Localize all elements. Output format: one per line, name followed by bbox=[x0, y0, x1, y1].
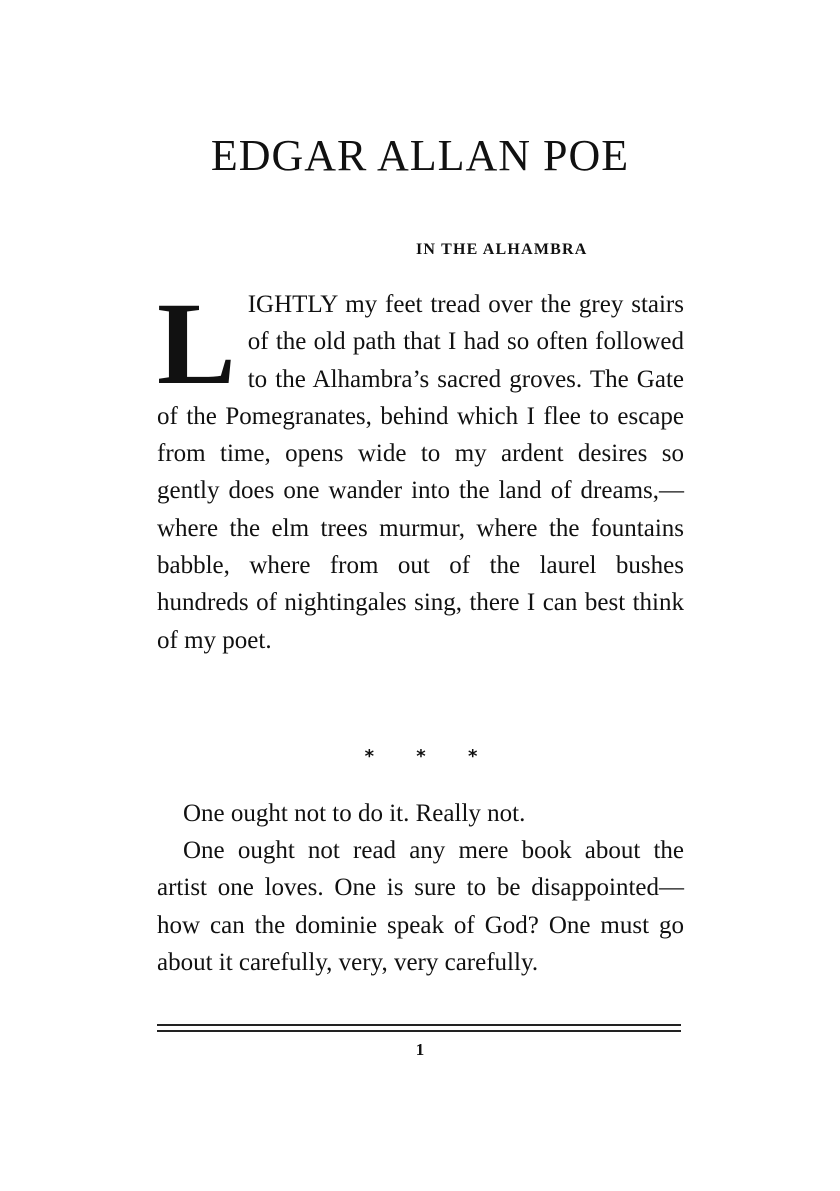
section-heading: IN THE ALHAMBRA bbox=[416, 241, 588, 258]
paragraph-opening-text: IGHTLY my feet tread over the grey stairs of the old path that I had so often followed to the Alhambra’s sacred groves. The Gate of the Pomegranates, behind which I flee to escape from time, opens wide to my ardent desires so gently does one wander into the land of dreams,—where the elm trees murmur, where the fountains babble, where from out of the laurel bushes hundreds of nightingales sing, there I can best think of my poet. bbox=[157, 291, 684, 654]
footer-rule-line-bottom bbox=[157, 1030, 681, 1032]
drop-cap: L bbox=[157, 278, 236, 409]
paragraph-opening bbox=[157, 278, 684, 659]
footer-rule-line-top bbox=[157, 1024, 681, 1026]
paragraph-short: One ought not to do it. Really not. bbox=[183, 800, 526, 827]
page-number: 1 bbox=[415, 1040, 425, 1059]
page-title: EDGAR ALLAN POE bbox=[210, 131, 630, 180]
paragraph-closing: One ought not read any mere book about the artist one loves. One is sure to be disappointed—how can the dominie speak of God? One must go about it carefully, very, very carefully. bbox=[157, 837, 684, 976]
footer-double-rule bbox=[157, 1024, 681, 1032]
section-separator: * * * bbox=[364, 746, 496, 767]
